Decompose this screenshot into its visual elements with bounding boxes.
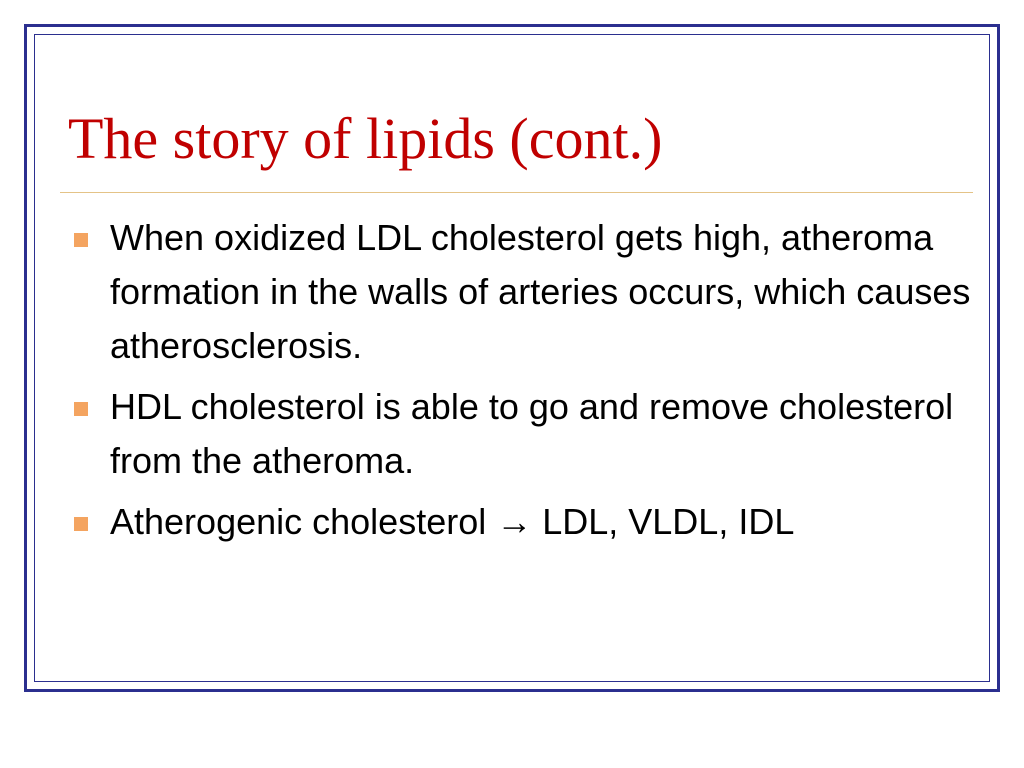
bullet-text: HDL cholesterol is able to go and remove cholesterol from the atheroma. (110, 386, 954, 481)
bullet-item (72, 495, 972, 549)
square-bullet-icon (74, 517, 88, 531)
square-bullet-icon (74, 402, 88, 416)
bullet-text: Atherogenic cholesterol → LDL, VLDL, IDL (110, 501, 795, 542)
title-divider (60, 192, 973, 193)
square-bullet-icon (74, 233, 88, 247)
bullet-item (72, 211, 972, 373)
slide-title: The story of lipids (cont.) (68, 106, 663, 171)
bullet-text: When oxidized LDL cholesterol gets high, atheroma formation in the walls of arteries occurs, which causes atherosclerosis. (110, 217, 971, 366)
bullet-item (72, 380, 972, 488)
bullet-list (72, 211, 972, 556)
